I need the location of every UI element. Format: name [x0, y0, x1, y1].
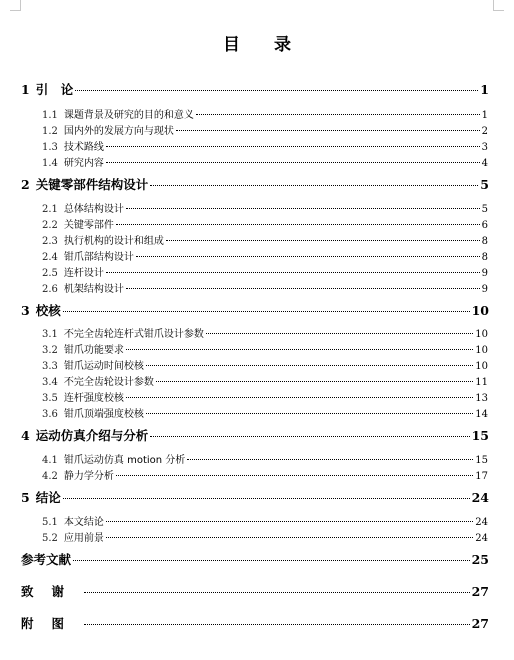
toc-label: 附图: [21, 616, 83, 631]
toc-section-3-3[interactable]: [42, 357, 488, 372]
toc-number: 4.2: [42, 471, 58, 482]
toc-leader: [126, 397, 473, 398]
toc-label: 引 论: [35, 82, 74, 97]
toc-label: 总体结构设计: [63, 204, 124, 215]
toc-leader: [84, 624, 470, 625]
toc-number: 2: [21, 177, 30, 192]
toc-leader: [106, 537, 473, 538]
toc-leader: [63, 498, 470, 499]
toc-leader: [166, 240, 480, 241]
toc-number: 1.2: [42, 126, 58, 137]
toc-page: 1: [481, 110, 488, 121]
toc-section-3-5[interactable]: [42, 389, 488, 404]
toc-leader: [106, 146, 480, 147]
toc-number: 4.1: [42, 455, 58, 466]
toc-leader: [176, 130, 480, 131]
toc-page: 14: [475, 409, 488, 420]
toc-section-3-4[interactable]: [42, 373, 488, 388]
toc-chapter-1[interactable]: [21, 80, 489, 98]
toc-page: 1: [480, 82, 489, 97]
toc-chapter-3[interactable]: [21, 301, 489, 319]
toc-label: 运动仿真介绍与分析: [35, 428, 149, 443]
toc-label: 致谢: [21, 584, 83, 599]
toc-page: 5: [481, 204, 488, 215]
toc-section-2-6[interactable]: [42, 280, 488, 295]
toc-leader: [150, 185, 478, 186]
toc-references[interactable]: [21, 550, 489, 568]
toc-leader: [106, 162, 480, 163]
toc-page: 15: [471, 428, 489, 443]
toc-label: 钳爪顶端强度校核: [63, 409, 144, 420]
toc-leader: [106, 272, 480, 273]
toc-leader: [156, 381, 473, 382]
toc-label: 本文结论: [63, 517, 104, 528]
toc-number: 2.4: [42, 252, 58, 263]
toc-appendix-figures[interactable]: [21, 614, 489, 632]
toc-page: 11: [475, 377, 488, 388]
toc-section-2-3[interactable]: [42, 232, 488, 247]
toc-section-3-6[interactable]: [42, 405, 488, 420]
toc-number: 5.1: [42, 517, 58, 528]
toc-leader: [136, 256, 480, 257]
toc-label: 结论: [35, 490, 61, 505]
toc-page: 10: [475, 329, 488, 340]
toc-leader: [73, 560, 470, 561]
toc-label: 静力学分析: [63, 471, 114, 482]
toc-page: 25: [471, 552, 489, 567]
toc-page: 4: [481, 158, 488, 169]
toc-page: 6: [481, 220, 488, 231]
toc-leader: [84, 592, 470, 593]
toc-page: 10: [475, 345, 488, 356]
toc-section-3-1[interactable]: [42, 325, 488, 340]
toc-label: 钳爪部结构设计: [63, 252, 134, 263]
toc-page: 2: [481, 126, 488, 137]
toc-leader: [116, 224, 480, 225]
toc-page: 10: [475, 361, 488, 372]
toc-number: 1.3: [42, 142, 58, 153]
toc-number: 3.1: [42, 329, 58, 340]
toc-leader: [116, 475, 473, 476]
toc-leader: [196, 114, 480, 115]
toc-number: 3.3: [42, 361, 58, 372]
toc-number: 3.2: [42, 345, 58, 356]
toc-number: 2.1: [42, 204, 58, 215]
toc-page: 8: [481, 236, 488, 247]
toc-section-4-2[interactable]: [42, 467, 488, 482]
toc-label: 机架结构设计: [63, 284, 124, 295]
toc-section-1-4[interactable]: [42, 154, 488, 169]
page-corner-mark-left: [10, 0, 21, 11]
toc-page: 24: [475, 533, 488, 544]
toc-section-5-2[interactable]: [42, 529, 488, 544]
toc-page: 17: [475, 471, 488, 482]
toc-number: 2.5: [42, 268, 58, 279]
toc-section-5-1[interactable]: [42, 513, 488, 528]
toc-leader: [146, 365, 473, 366]
toc-acknowledgements[interactable]: [21, 582, 489, 600]
toc-leader: [126, 349, 473, 350]
toc-number: 2.2: [42, 220, 58, 231]
toc-number: 3: [21, 303, 30, 318]
page-title: 目 录: [223, 35, 305, 55]
toc-page: 9: [481, 284, 488, 295]
toc-section-2-4[interactable]: [42, 248, 488, 263]
toc-number: 2.6: [42, 284, 58, 295]
toc-leader: [187, 459, 473, 460]
toc-chapter-2[interactable]: [21, 175, 489, 193]
toc-leader: [126, 208, 480, 209]
toc-label: 参考文献: [21, 552, 72, 567]
toc-page: 27: [471, 584, 489, 599]
toc-section-2-5[interactable]: [42, 264, 488, 279]
toc-page: 24: [475, 517, 488, 528]
toc-leader: [150, 436, 469, 437]
toc-label: 校核: [35, 303, 61, 318]
toc-number: 3.6: [42, 409, 58, 420]
toc-page: 15: [475, 455, 488, 466]
toc-chapter-4[interactable]: [21, 426, 489, 444]
toc-label: 关键零部件: [63, 220, 114, 231]
toc-leader: [63, 311, 470, 312]
toc-page: 3: [481, 142, 488, 153]
toc-label: 关键零部件结构设计: [35, 177, 149, 192]
toc-page: 8: [481, 252, 488, 263]
toc-label: 钳爪运动时间校核: [63, 361, 144, 372]
toc-label: 国内外的发展方向与现状: [63, 126, 174, 137]
toc-page: 24: [471, 490, 489, 505]
toc-section-2-2[interactable]: [42, 216, 488, 231]
toc-number: 1: [21, 82, 30, 97]
toc-page: 13: [475, 393, 488, 404]
toc-page: 27: [471, 616, 489, 631]
toc-label: 课题背景及研究的目的和意义: [63, 110, 194, 121]
toc-chapter-5[interactable]: [21, 488, 489, 506]
toc-page: 10: [471, 303, 489, 318]
toc-section-2-1[interactable]: [42, 200, 488, 215]
toc-number: 4: [21, 428, 30, 443]
toc-number: 3.4: [42, 377, 58, 388]
toc-page: 9: [481, 268, 488, 279]
toc-page: 5: [480, 177, 489, 192]
toc-label: 研究内容: [63, 158, 104, 169]
toc-label: 连杆设计: [63, 268, 104, 279]
toc-number: 3.5: [42, 393, 58, 404]
toc-label: 不完全齿轮连杆式钳爪设计参数: [63, 329, 204, 340]
toc-section-1-1[interactable]: [42, 106, 488, 121]
toc-number: 2.3: [42, 236, 58, 247]
toc-section-1-3[interactable]: [42, 138, 488, 153]
toc-leader: [126, 288, 480, 289]
toc-label: 连杆强度校核: [63, 393, 124, 404]
toc-label: 钳爪功能要求: [63, 345, 124, 356]
toc-leader: [206, 333, 473, 334]
toc-section-1-2[interactable]: [42, 122, 488, 137]
toc-section-4-1[interactable]: [42, 451, 488, 466]
toc-section-3-2[interactable]: [42, 341, 488, 356]
page-corner-mark-right: [493, 0, 504, 11]
toc-label: 执行机构的设计和组成: [63, 236, 164, 247]
toc-leader: [146, 413, 473, 414]
toc-number: 5: [21, 490, 30, 505]
toc-number: 5.2: [42, 533, 58, 544]
toc-number: 1.4: [42, 158, 58, 169]
toc-leader: [75, 90, 478, 91]
toc-label: 钳爪运动仿真 motion 分析: [63, 455, 186, 466]
toc-label: 不完全齿轮设计参数: [63, 377, 154, 388]
toc-label: 应用前景: [63, 533, 104, 544]
toc-label: 技术路线: [63, 142, 104, 153]
toc-leader: [106, 521, 473, 522]
toc-number: 1.1: [42, 110, 58, 121]
